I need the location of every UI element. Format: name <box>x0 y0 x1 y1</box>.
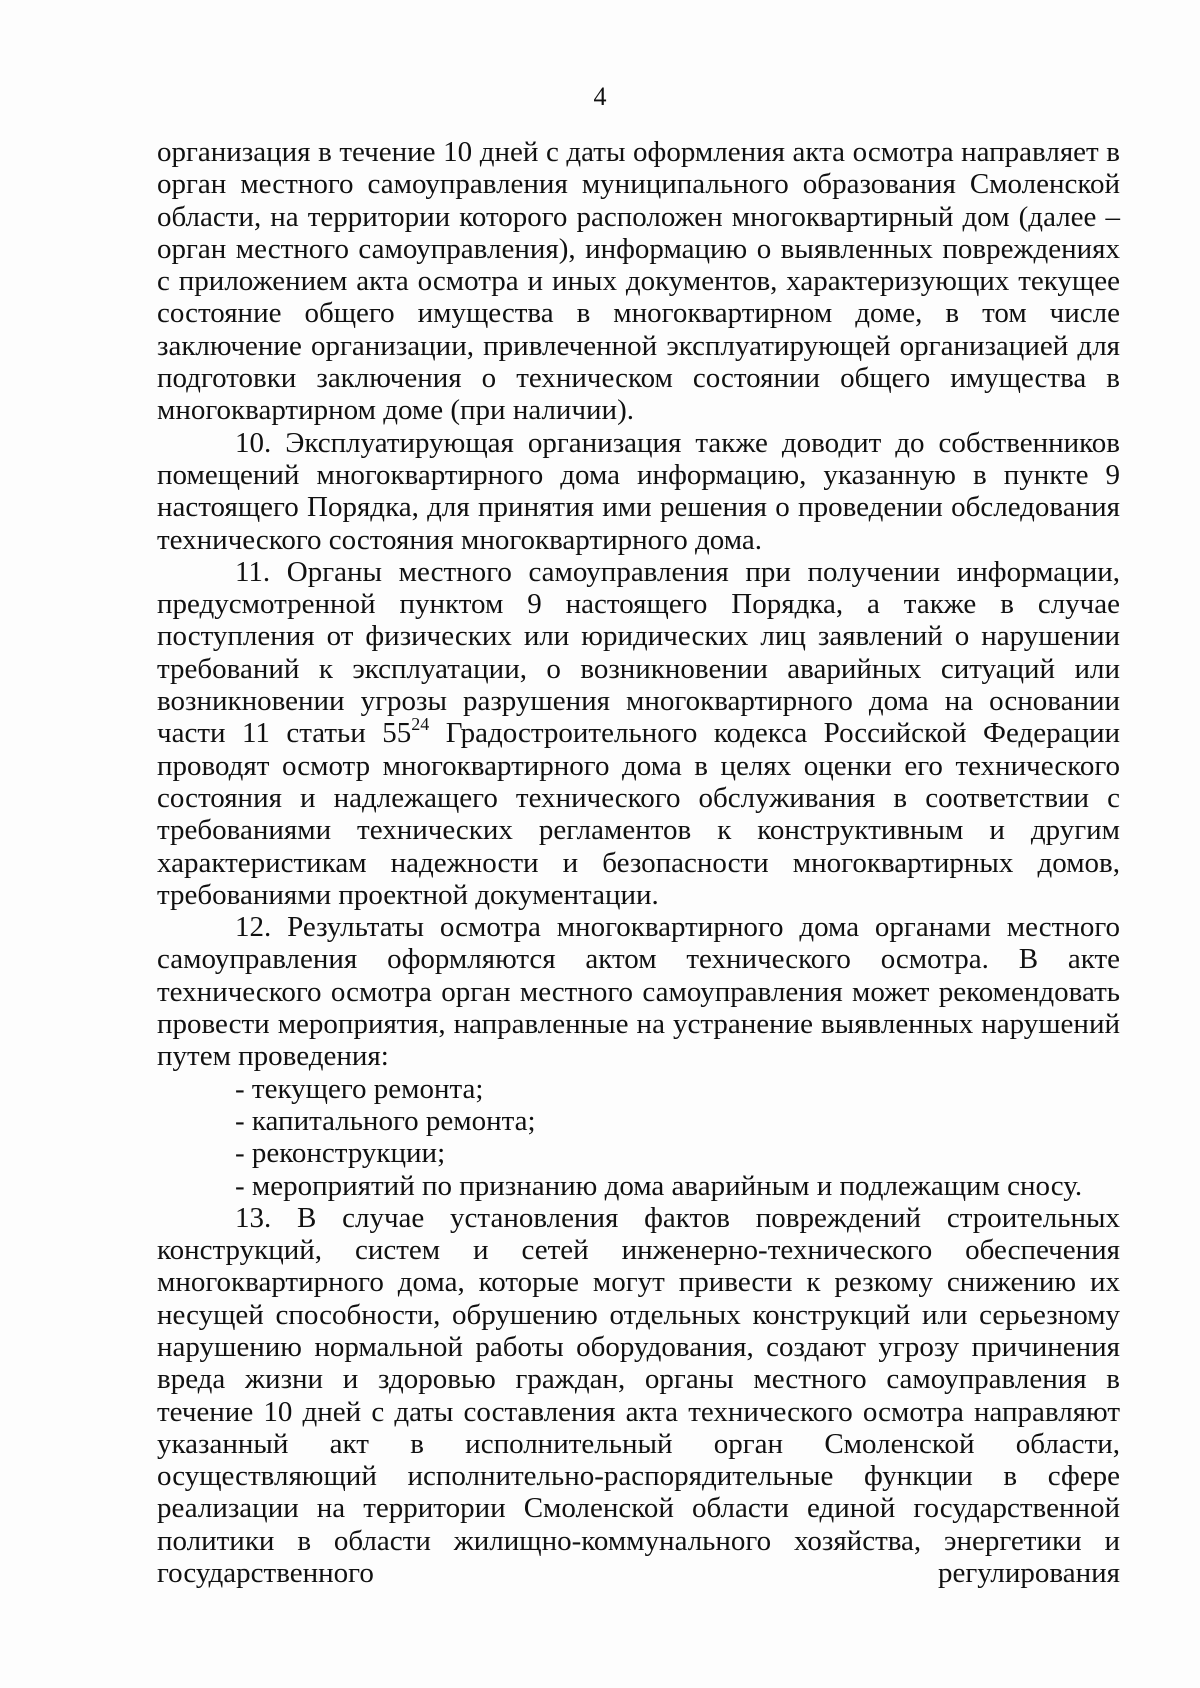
article-superscript: 24 <box>411 714 430 735</box>
document-body <box>157 136 1120 1589</box>
list-item: - мероприятий по признанию дома аварийным и подлежащим сносу. <box>235 1169 1083 1202</box>
paragraph-11-text-end: Градостроительного кодекса Российской Федерации проводят осмотр многоквартирного дома в целях оценки его технического состояния и надлежащего технического обслуживания в соответствии с требованиями технических регламентов к конструктивным и другим характеристикам надежности и безопасности многоквартирных домов, требованиями проектной документации. <box>157 717 1120 911</box>
list-item: - реконструкции; <box>235 1137 446 1170</box>
paragraph-11-text-start: 11. Органы местного самоуправления при получении информации, предусмотренной пунктом 9 настоящего Порядка, а также в случае поступления от физических или юридических лиц заявлений о нарушении требований к эксплуатации, о возникновении аварийных ситуаций или возникновении угрозы разрушения многоквартирного дома на основании части 11 статьи 55 <box>157 555 1120 750</box>
page-number: 4 <box>593 82 607 111</box>
paragraph-10: 10. Эксплуатирующая организация также доводит до собственников помещений многоквартирного дома информацию, указанную в пункте 9 настоящего Порядка, для принятия ими решения о проведении обследования технического состояния многоквартирного дома. <box>157 426 1120 556</box>
paragraph-13: 13. В случае установления фактов повреждений строительных конструкций, систем и сетей инженерно-технического обеспечения многоквартирного дома, которые могут привести к резкому снижению их несущей способности, обрушению отдельных конструкций или серьезному нарушению нормальной работы оборудования, создают угрозу причинения вреда жизни и здоровью граждан, органы местного самоуправления в течение 10 дней с даты составления акта технического осмотра направляют указанный акт в исполнительный орган Смоленской области, осуществляющий исполнительно-распорядительные функции в сфере реализации на территории Смоленской области единой государственной политики в области жилищно-коммунального хозяйства, энергетики и государственного регулирования <box>157 1201 1120 1590</box>
list-item: - капитального ремонта; <box>235 1104 536 1137</box>
paragraph-11 <box>157 556 1120 911</box>
paragraph-continuation: организация в течение 10 дней с даты оформления акта осмотра направляет в орган местного самоуправления муниципального образования Смоленской области, на территории которого расположен многоквартирный дом (далее – орган местного самоуправления), информацию о выявленных повреждениях с приложением акта осмотра и иных документов, характеризующих текущее состояние общего имущества в многоквартирном доме, в том числе заключение организации, привлеченной эксплуатирующей организацией для подготовки заключения о техническом состоянии общего имущества в многоквартирном доме (при наличии). <box>157 136 1120 427</box>
paragraph-12: 12. Результаты осмотра многоквартирного дома органами местного самоуправления оформляются актом технического осмотра. В акте технического осмотра орган местного самоуправления может рекомендовать провести мероприятия, направленные на устранение выявленных нарушений путем проведения: <box>157 911 1120 1073</box>
list-item: - текущего ремонта; <box>235 1072 484 1105</box>
